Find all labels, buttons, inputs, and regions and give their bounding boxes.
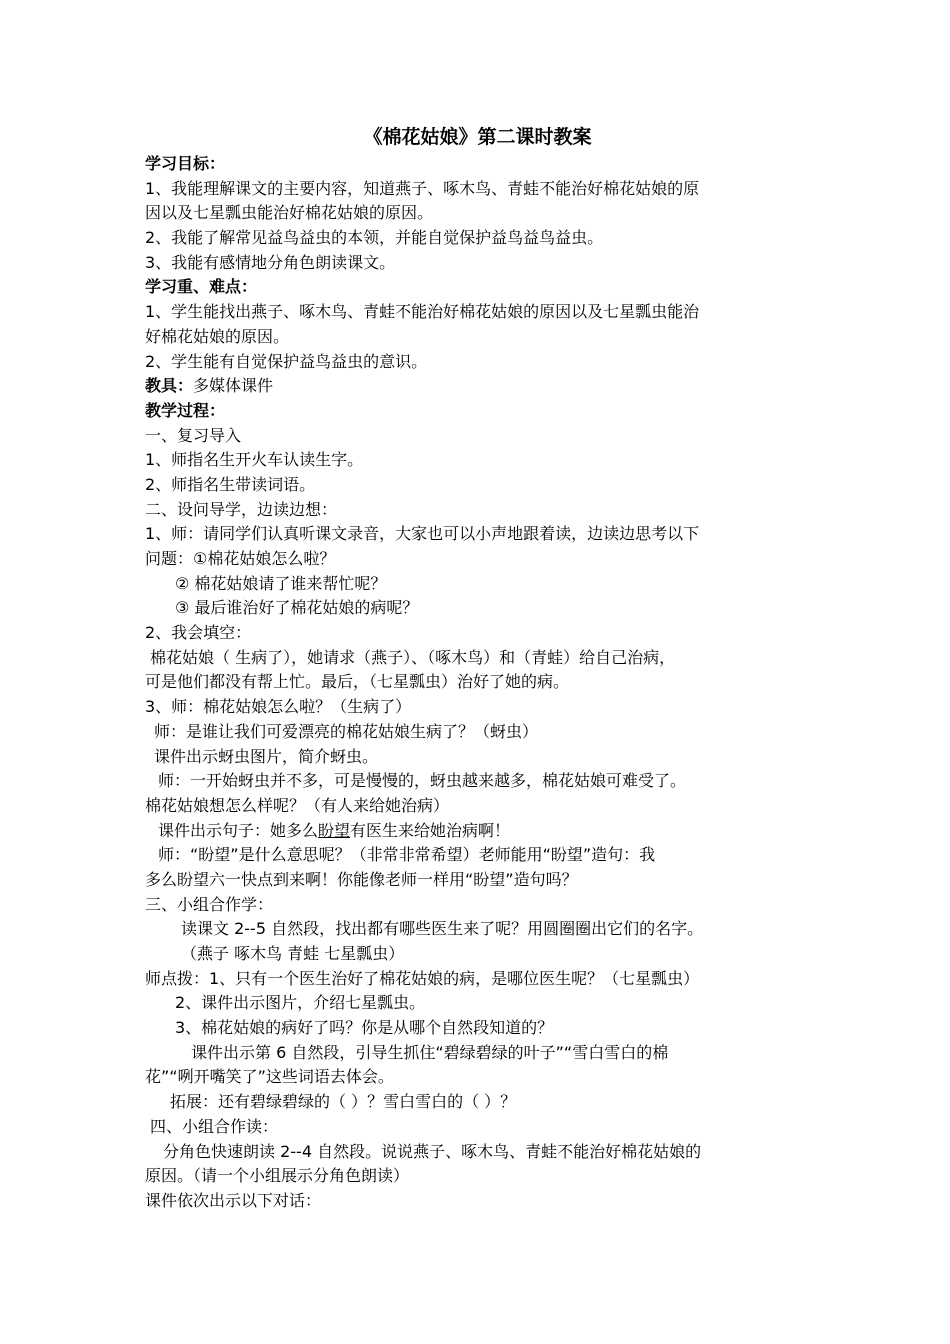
process-line: 师：一开始蚜虫并不多，可是慢慢的，蚜虫越来越多，棉花姑娘可难受了。 — [158, 771, 687, 791]
goal-line: 3、我能有感情地分角色朗读课文。 — [145, 252, 396, 272]
process-line: 拓展：还有碧绿碧绿的（ ）？雪白雪白的（ ）？ — [170, 1092, 517, 1112]
key-point-line: 好棉花姑娘的原因。 — [145, 326, 290, 346]
question-line: ③ 最后谁治好了棉花姑娘的病呢？ — [175, 598, 419, 618]
fill-blank-line: 棉花姑娘（ 生病了），她请求（燕子）、（啄木鸟）和（青蛙）给自己治病， — [150, 647, 676, 667]
tools-label: 教具： — [145, 376, 194, 396]
process-line: 问题：①棉花姑娘怎么啦？ — [145, 549, 336, 568]
process-line: 师：是谁让我们可爱漂亮的棉花姑娘生病了？（蚜虫） — [154, 721, 539, 741]
process-line: 课件依次出示以下对话： — [145, 1190, 322, 1210]
key-point-line: 1、学生能找出燕子、啄木鸟、青蛙不能治好棉花姑娘的原因以及七星瓢虫能治 — [145, 302, 700, 322]
process-line: 1、师：请同学们认真听课文录音，大家也可以小声地跟着读，边读边思考以下 — [145, 524, 700, 544]
goal-line: 2、我能了解常见益鸟益虫的本领，并能自觉保护益鸟益鸟益虫。 — [145, 228, 604, 248]
underlined-word: 盼望 — [318, 820, 351, 840]
key-points-heading: 学习重、难点： — [145, 277, 258, 297]
process-line: 2、课件出示图片，介绍七星瓢虫。 — [175, 993, 426, 1013]
process-line: 分角色快速朗读 2--4 自然段。说说燕子、啄木鸟、青蛙不能治好棉花姑娘的 — [163, 1141, 702, 1161]
document-title: 《棉花姑娘》第二课时教案 — [363, 126, 592, 148]
sentence-prefix: 课件出示句子：她多么 — [158, 820, 319, 840]
process-line: 读课文 2--5 自然段，找出都有哪些医生来了呢？用圆圈圈出它们的名字。 — [181, 919, 704, 939]
process-line — [145, 819, 810, 844]
question-line: ② 棉花姑娘请了谁来帮忙呢？ — [175, 573, 387, 593]
process-line: 花”“咧开嘴笑了”这些词语去体会。 — [145, 1067, 394, 1087]
section-title: 一、复习导入 — [145, 425, 242, 445]
goals-heading: 学习目标： — [145, 154, 226, 173]
process-line: 原因。（请一个小组展示分角色朗读） — [145, 1166, 410, 1186]
goal-line: 1、我能理解课文的主要内容，知道燕子、啄木鸟、青蛙不能治好棉花姑娘的原 — [145, 178, 700, 198]
goal-line: 因以及七星瓢虫能治好棉花姑娘的原因。 — [145, 203, 434, 223]
process-heading: 教学过程： — [145, 400, 226, 420]
process-line: 课件出示第 6 自然段，引导生抓住“碧绿碧绿的叶子”“雪白雪白的棉 — [191, 1042, 669, 1062]
sentence-suffix: 有医生来给她治病啊！ — [350, 820, 511, 840]
process-line: 2、师指名生带读词语。 — [145, 474, 316, 494]
fill-blank-line: 可是他们都没有帮上忙。最后，（七星瓢虫）治好了她的病。 — [145, 672, 570, 692]
section-title: 二、设问导学，边读边想： — [145, 499, 338, 519]
process-line: 师点拨：1、只有一个医生治好了棉花姑娘的病，是哪位医生呢？（七星瓢虫） — [145, 968, 700, 988]
process-line: 1、师指名生开火车认读生字。 — [145, 450, 364, 470]
process-line: 2、我会填空： — [145, 623, 252, 643]
process-line: 3、棉花姑娘的病好了吗？你是从哪个自然段知道的？ — [175, 1018, 554, 1038]
document-body — [145, 122, 810, 1214]
process-line: 3、师：棉花姑娘怎么啦？（生病了） — [145, 697, 412, 717]
process-line: 课件出示蚜虫图片，简介蚜虫。 — [154, 746, 379, 766]
process-line: 棉花姑娘想怎么样呢？（有人来给她治病） — [145, 795, 450, 815]
section-title: 三、小组合作学： — [145, 894, 274, 914]
section-title: 四、小组合作读： — [150, 1116, 279, 1136]
process-line: 多么盼望六一快点到来啊！你能像老师一样用“盼望”造句吗？ — [145, 869, 578, 889]
process-line: （燕子 啄木鸟 青蛙 七星瓢虫） — [181, 944, 405, 963]
process-line: 师：“盼望”是什么意思呢？（非常非常希望）老师能用“盼望”造句：我 — [158, 845, 656, 865]
tools-value: 多媒体课件 — [193, 376, 274, 396]
tools-line — [145, 374, 810, 399]
key-point-line: 2、学生能有自觉保护益鸟益虫的意识。 — [145, 351, 428, 371]
